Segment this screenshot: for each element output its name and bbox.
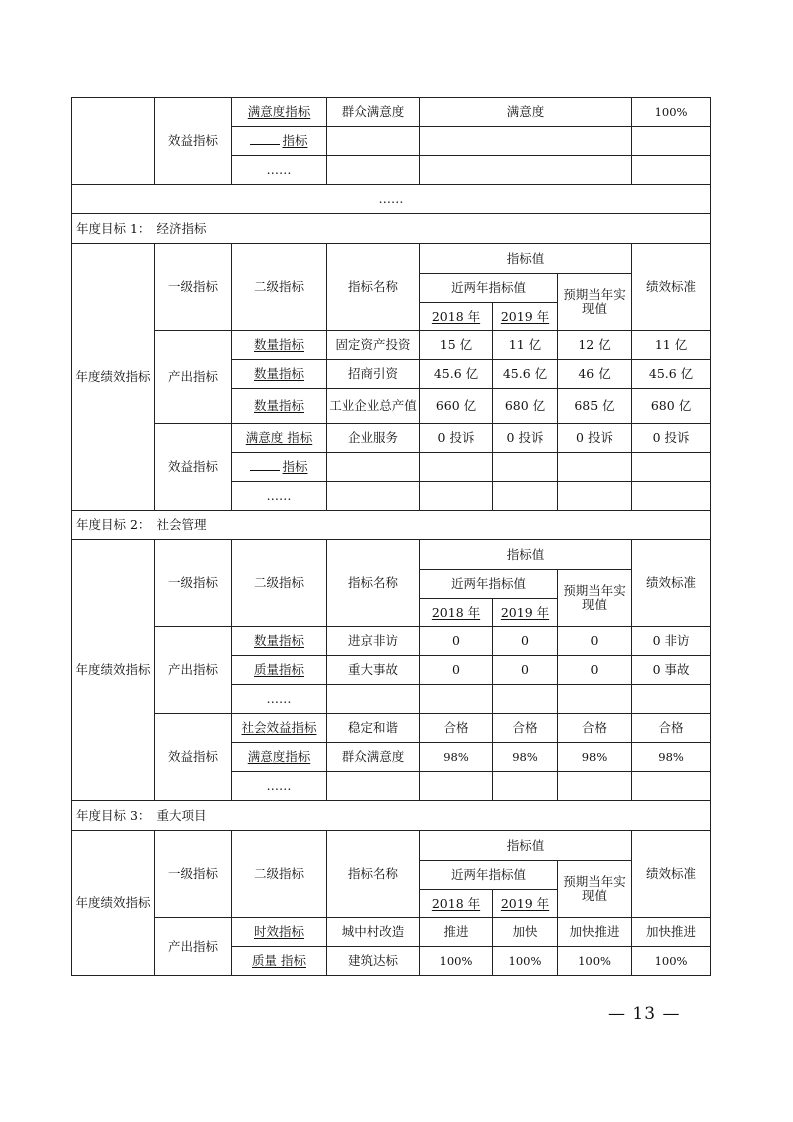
header-two-years: 近两年指标值 xyxy=(420,274,558,303)
empty-cell xyxy=(72,98,155,185)
indicator-value-cell: 满意度 xyxy=(420,98,632,127)
header-primary: 一级指标 xyxy=(155,244,232,331)
secondary-indicator-cell: 满意度指标 xyxy=(232,98,327,127)
table-row: 数量指标 工业企业总产值 660 亿 680 亿 685 亿 680 亿 xyxy=(72,389,711,424)
header-standard: 绩效标准 xyxy=(632,244,711,331)
table-row: 质量 指标 建筑达标 100% 100% 100% 100% xyxy=(72,947,711,976)
output-indicator-label: 产出指标 xyxy=(155,331,232,424)
separator-row xyxy=(72,185,711,214)
secondary-indicator-cell: …… xyxy=(232,156,327,185)
goal-title-row xyxy=(72,511,711,540)
goal-title: 社会管理 xyxy=(155,511,711,540)
table-row: …… xyxy=(72,685,711,714)
table-row: 满意度指标 群众满意度 98% 98% 98% 98% xyxy=(72,743,711,772)
table-row: 数量指标 招商引资 45.6 亿 45.6 亿 46 亿 45.6 亿 xyxy=(72,360,711,389)
goal-title: 经济指标 xyxy=(155,214,711,244)
table-row xyxy=(72,98,711,127)
header-row xyxy=(72,244,711,274)
header-value-group: 指标值 xyxy=(420,244,632,274)
indicator-name-cell: 群众满意度 xyxy=(327,98,420,127)
header-name: 指标名称 xyxy=(327,244,420,331)
annual-performance-label: 年度绩效指标 xyxy=(72,244,155,511)
goal-title-row xyxy=(72,214,711,244)
header-2019: 2019 年 xyxy=(493,303,558,331)
header-row: 年度绩效指标 一级指标 二级指标 指标名称 指标值 绩效标准 xyxy=(72,540,711,570)
table-row: 产出指标 时效指标 城中村改造 推进 加快 加快推进 加快推进 xyxy=(72,918,711,947)
annual-performance-label: 年度绩效指标 xyxy=(72,831,155,976)
standard-cell: 100% xyxy=(632,98,711,127)
goal-title-row xyxy=(72,801,711,831)
indicator-table: 效益指标 满意度指标 群众满意度 满意度 100% 指标 …… …… 年度目标 1： 经济指标 年度绩效指标 一级指标 二级指标 指标名称 指标值 绩效标准 近两年指标值 预期当年实现值 2018 年 2019 年 产出指标 数量指标 固定资产投资 15 亿 11 亿 12 亿 11 亿 数量指标 招商引资 45.6 亿 45.6 亿 46 亿 45.6 亿 数量指标 工业企业总产值 660 亿 680 亿 685 亿 680 亿 效益指标 满意度 指标 企业服务 0 投诉 0 投诉 0 投诉 0 投诉 指标 …… 年度目标 2： 社会管理 年度绩效指标 一级指标 二级指标 指标名称 指标值 绩效标准 近两年指标值 预期当年实现值 2018 年 2019 年 产出指标 数量指标 进京非访 0 0 0 0 非访 质量指标 重大事故 0 0 0 0 事故 …… 效益指标 社会效益指标 稳定和谐 合格 合格 合格 合格 满意度指标 群众满意度 98% 98% 98% 98% …… 年度目标 3： 重大项目 年度绩效指标 一级指标 二级指标 指标名称 指标值 绩效标准 近两年指标值 预期当年实现值 2018 年 2019 年 产出指标 时效指标 城中村改造 推进 加快 加快推进 加快推进 质量 指标 建筑达标 100% 100% 100% 100% xyxy=(71,97,711,976)
table-row: 产出指标 数量指标 进京非访 0 0 0 0 非访 xyxy=(72,627,711,656)
performance-indicator-table-page xyxy=(71,97,710,976)
goal-label: 年度目标 3： xyxy=(72,801,155,831)
header-secondary: 二级指标 xyxy=(232,244,327,331)
goal-label: 年度目标 2： xyxy=(72,511,155,540)
header-row: 年度绩效指标 一级指标 二级指标 指标名称 指标值 绩效标准 xyxy=(72,831,711,861)
table-row: 指标 xyxy=(72,453,711,482)
table-row: 产出指标 数量指标 固定资产投资 15 亿 11 亿 12 亿 11 亿 xyxy=(72,331,711,360)
table-row: 质量指标 重大事故 0 0 0 0 事故 xyxy=(72,656,711,685)
table-row: 效益指标 社会效益指标 稳定和谐 合格 合格 合格 合格 xyxy=(72,714,711,743)
goal-title: 重大项目 xyxy=(155,801,711,831)
secondary-indicator-cell: 指标 xyxy=(232,127,327,156)
benefit-indicator-label: 效益指标 xyxy=(155,424,232,511)
annual-performance-label: 年度绩效指标 xyxy=(72,540,155,801)
header-2018: 2018 年 xyxy=(420,303,493,331)
table-row: …… xyxy=(72,772,711,801)
goal-label: 年度目标 1： xyxy=(72,214,155,244)
primary-indicator-cell: 效益指标 xyxy=(155,98,232,185)
page-number: — 13 — xyxy=(608,1004,681,1024)
table-row: 效益指标 满意度 指标 企业服务 0 投诉 0 投诉 0 投诉 0 投诉 xyxy=(72,424,711,453)
header-expected: 预期当年实现值 xyxy=(558,274,632,331)
separator-cell: …… xyxy=(72,185,711,214)
table-row: …… xyxy=(72,482,711,511)
